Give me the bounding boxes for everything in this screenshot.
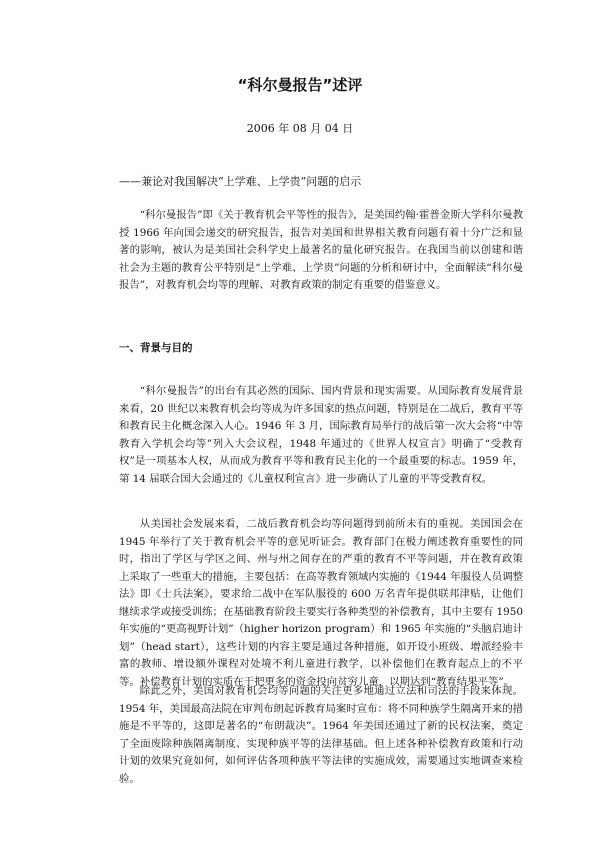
paragraph-intro: “科尔曼报告”即《关于教育机会平等性的报告》，是美国约翰·霍普金斯大学科尔曼教授 1966 年向国会递交的研究报告，报告对美国和世界相关教育问题有着十分广泛和显著的影响，被认为是美国社会科学史上最著名的量化研究报告。在我国当前以创建和谐社会为主题的教育公平特别是“上学难、上学贵”问题的分析和研讨中，全面解读“科尔曼报告”，对教育机会均等的理解、对教育政策的制定有重要的借鉴意义。	[119, 209, 523, 291]
paragraph-international-background: “科尔曼报告”的出台有其必然的国际、国内背景和现实需要。从国际教育发展背景来看，20 世纪以来教育机会均等成为许多国家的热点问题，特别是在二战后，教育平等和教育民主化概念深入人心。1946 年 3 月，国际教育局举行的战后第一次大会将“中等教育入学机会均等”列入大会议程，1948 年通过的《世界人权宣言》明确了“受教育权”是一项基本人权，从而成为教育平等和教育民主化的一个最重要的标志。1959 年，第 14 届联合国大会通过的《儿童权利宣言》进一步确认了儿童的平等受教育权。	[119, 385, 523, 485]
paragraph-us-social-development: 从美国社会发展来看，二战后教育机会均等问题得到前所未有的重视。美国国会在 1945 年举行了关于教育机会平等的意见听证会。教育部门在极力阐述教育重要性的同时，指出了学区与学区之间、州与州之间存在的严重的教育不平等问题，并在教育政策上采取了一些重大的措施，主要包括：在高等教育领域内实施的《1944 年服役人员调整法》即《士兵法案》，要求给二战中在军队服役的 600 万名青年提供联邦津贴，让他们继续求学或接受训练；在基础教育阶段主要实行各种类型的补偿教育，其中主要有 1950 年实施的“更高视野计划”（higher horizon program）和 1965 年实施的“头脑启迪计划”（head start），这些计划的内容主要是通过各种措施，如开设小班级、增派经验丰富的教师、增设额外课程对处境不利儿童进行教学，以补偿他们在教育起点上的不平等。补偿教育计划的实质在于把更多的资金投向贫穷儿童，以期达到“教育结果平等”。	[119, 518, 523, 688]
paragraph-legislation: 除此之外，美国对教育机会均等问题的关注更多地通过立法和司法的手段来体现。1954 年，美国最高法院在审判布朗起诉教育局案时宣布：将不同种族学生隔离开来的措施是不平等的，这即是著名的“布朗裁决”。1964 年美国还通过了新的民权法案，奠定了全面废除种族隔离制度、实现种族平等的法律基础。但上述各种补偿教育政策和行动计划的效果究竟如何，如何评估各项种族平等法律的实施成效，需要通过实地调查来检验。	[119, 685, 523, 785]
document-title: “科尔曼报告”述评	[237, 76, 363, 94]
section-heading: 一、背景与目的	[119, 342, 193, 354]
publish-date: 2006 年 08 月 04 日	[246, 122, 354, 135]
document-subtitle: ——兼论对我国解决“上学难、上学贵”问题的启示	[119, 175, 362, 188]
